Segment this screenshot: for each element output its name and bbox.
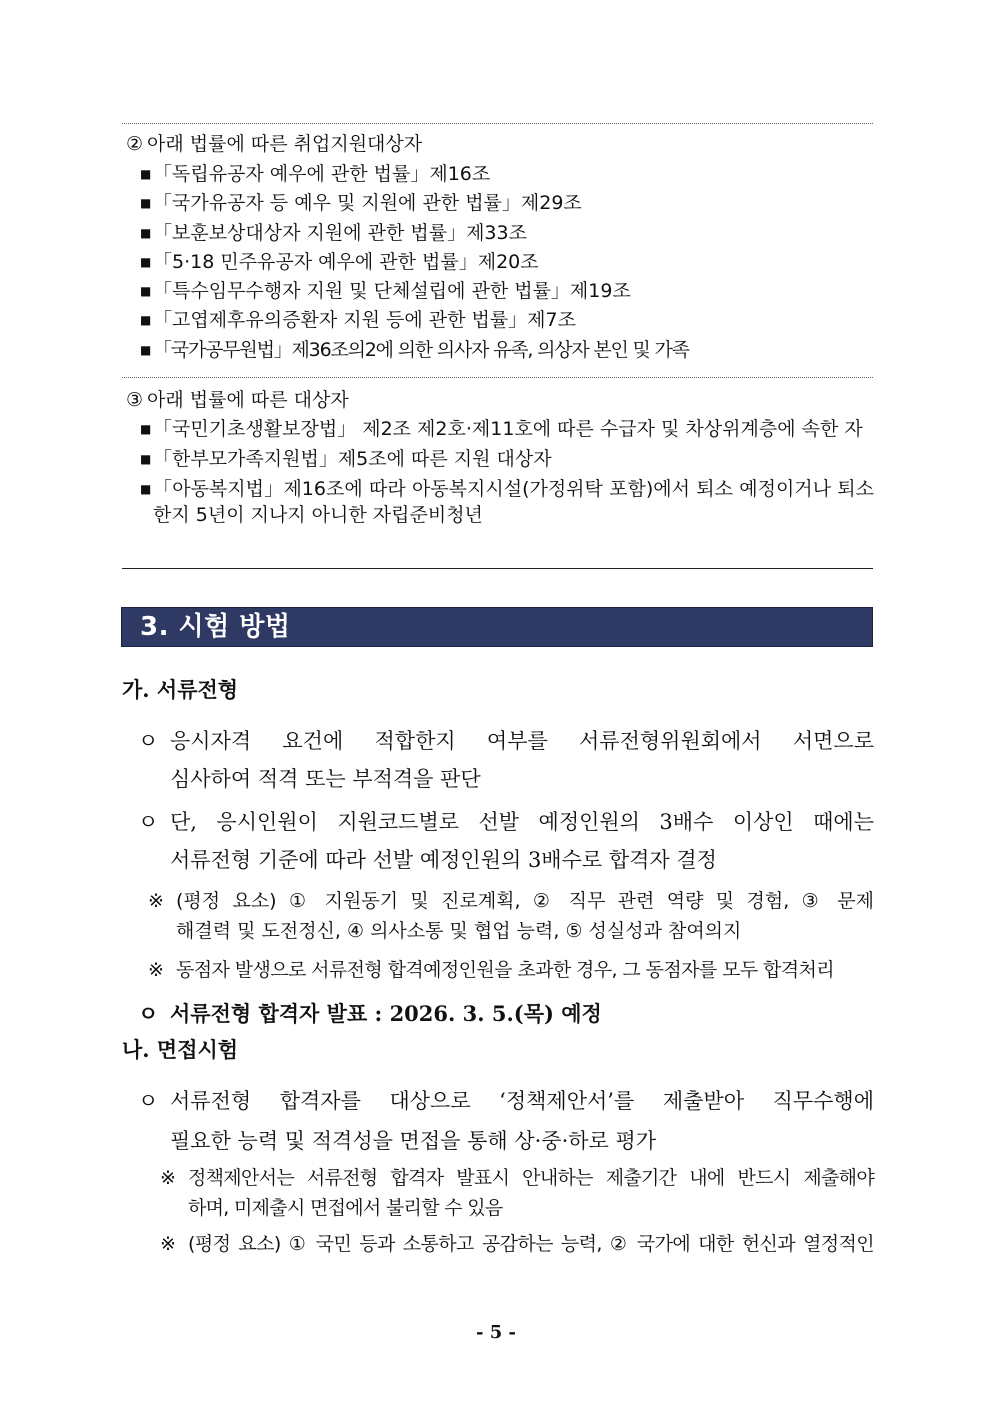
box2-law-list	[140, 160, 874, 365]
list-item: ■ 「국가유공자 등 예우 및 지원에 관한 법률」제29조	[140, 189, 874, 218]
square-bullet-icon: ■	[140, 342, 151, 357]
page-number: - 5 -	[476, 1322, 516, 1343]
divider-solid	[122, 568, 873, 569]
square-bullet-icon: ■	[140, 482, 152, 496]
divider-dotted	[122, 123, 873, 124]
subsection-heading-interview: 나. 면접시험	[122, 1037, 239, 1062]
list-item: ■ 「국가공무원법」제36조의2에 의한 의사자 유족, 의상자 본인 및 가족	[140, 336, 874, 365]
square-bullet-icon: ■	[140, 167, 152, 181]
section-title: 3. 시험 방법	[140, 612, 291, 642]
square-bullet-icon: ■	[140, 254, 152, 269]
list-item: ■ 「아동복지법」제16조에 따라 아동복지시설(가정위탁 포함)에서 퇴소 예정이거나 퇴소한지 5년이 지나지 아니한 자립준비청년	[140, 478, 874, 526]
circle-bullet-icon: ㅇ	[138, 1001, 159, 1026]
note-paragraph: ※ 동점자 발생으로 서류전형 합격예정인원을 초과한 경우, 그 동점자를 모두 합격처리	[148, 955, 874, 985]
reference-mark-icon: ※	[148, 959, 164, 981]
circle-bullet-icon: ㅇ	[138, 1089, 159, 1113]
list-item: ■ 「독립유공자 예우에 관한 법률」제16조	[140, 160, 874, 189]
square-bullet-icon: ■	[140, 196, 152, 211]
section-header-bar	[121, 607, 873, 647]
list-item: ■ 「특수임무수행자 지원 및 단체설립에 관한 법률」제19조	[140, 277, 874, 306]
circle-bullet-icon: ㅇ	[138, 810, 159, 834]
box2-heading: ② 아래 법률에 따른 취업지원대상자	[126, 133, 423, 155]
subsection-heading-document-screening: 가. 서류전형	[122, 677, 239, 702]
list-item: ■ 「한부모가족지원법」제5조에 따른 지원 대상자	[140, 448, 552, 470]
announcement-bullet: ㅇ 서류전형 합격자 발표 : 2026. 3. 5.(목) 예정	[138, 998, 874, 1030]
reference-mark-icon: ※	[160, 1233, 176, 1255]
square-bullet-icon: ■	[140, 284, 152, 299]
bullet-paragraph: ㅇ 서류전형 합격자를 대상으로 ‘정책제안서’를 제출받아 직무수행에 필요한 능력 및 적격성을 면접을 통해 상·중·하로 평가	[138, 1081, 874, 1161]
bullet-paragraph: ㅇ 응시자격 요건에 적합한지 여부를 서류전형위원회에서 서면으로 심사하여 적격 또는 부적격을 판단	[138, 722, 874, 798]
reference-mark-icon: ※	[148, 890, 164, 912]
reference-mark-icon: ※	[160, 1167, 176, 1189]
note-paragraph: ※ (평정 요소) ① 지원동기 및 진로계획, ② 직무 관련 역량 및 경험, ③ 문제 해결력 및 도전정신, ④ 의사소통 및 협업 능력, ⑤ 성실성과 참여의지	[148, 886, 874, 946]
circle-bullet-icon: ㅇ	[138, 729, 159, 753]
list-item: ■ 「5·18 민주유공자 예우에 관한 법률」제20조	[140, 248, 874, 277]
divider-dotted	[122, 377, 873, 378]
box3-heading: ③ 아래 법률에 따른 대상자	[126, 389, 349, 411]
list-item: ■ 「국민기초생활보장법」 제2조 제2호·제11호에 따른 수급자 및 차상위계층에 속한 자	[140, 418, 863, 440]
square-bullet-icon: ■	[140, 422, 152, 436]
bullet-paragraph: ㅇ 단, 응시인원이 지원코드별로 선발 예정인원의 3배수 이상인 때에는 서류전형 기준에 따라 선발 예정인원의 3배수로 합격자 결정	[138, 803, 874, 879]
circled-number: ③	[126, 389, 144, 411]
square-bullet-icon: ■	[140, 452, 152, 466]
box3-law-list	[140, 416, 874, 532]
note-paragraph: ※ 정책제안서는 서류전형 합격자 발표시 안내하는 제출기간 내에 반드시 제출해야 하며, 미제출시 면접에서 불리할 수 있음	[160, 1163, 874, 1223]
note-paragraph: ※ (평정 요소) ① 국민 등과 소통하고 공감하는 능력, ② 국가에 대한 헌신과 열정적인	[160, 1229, 874, 1259]
circled-number: ②	[126, 133, 144, 155]
square-bullet-icon: ■	[140, 313, 152, 328]
list-item: ■ 「고엽제후유의증환자 지원 등에 관한 법률」제7조	[140, 306, 874, 335]
list-item: ■ 「보훈보상대상자 지원에 관한 법률」제33조	[140, 219, 874, 248]
square-bullet-icon: ■	[140, 225, 152, 240]
